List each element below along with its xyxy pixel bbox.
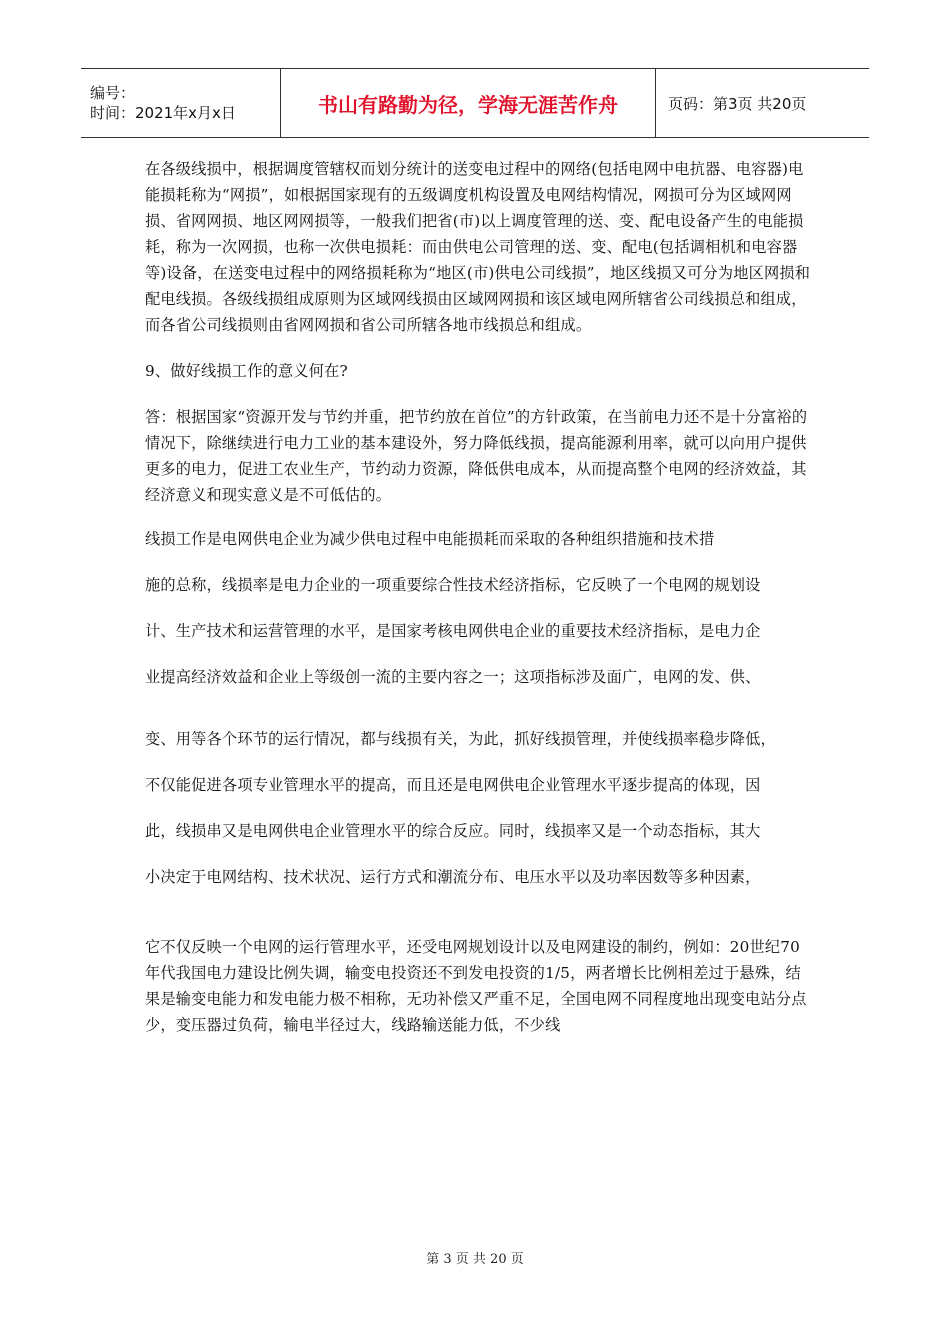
paragraph: 变、用等各个环节的运行情况，都与线损有关，为此，抓好线损管理，并使线损率稳步降低， xyxy=(145,730,776,748)
paragraph: 此，线损串又是电网供电企业管理水平的综合反应。同时，线损率又是一个动态指标，其大 xyxy=(145,822,761,840)
paragraph: 它不仅反映一个电网的运行管理水平，还受电网规划设计以及电网建设的制约，例如：20世纪70年代我国电力建设比例失调，输变电投资还不到发电投资的1/5，两者增长比例相差过于悬殊，结果是输变电能力和发电能力极不相称，无功补偿又严重不足，全国电网不同程度地出现变电站分点少，变压器过负荷，输电半径过大，线路输送能力低，不少线 xyxy=(145,938,807,1034)
paragraph: 计、生产技术和运营管理的水平，是国家考核电网供电企业的重要技术经济指标，是电力企 xyxy=(145,622,761,640)
header-meta xyxy=(81,69,281,137)
header-motto: 书山有路勤为径，学海无涯苦作舟 xyxy=(281,69,656,137)
document-body xyxy=(145,156,811,1038)
number-label: 编号： xyxy=(90,84,136,102)
paragraph: 线损工作是电网供电企业为减少供电过程中电能损耗而采取的各种组织措施和技术措 xyxy=(145,530,715,548)
header-page-info: 页码：第3页 共20页 xyxy=(668,94,807,113)
paragraph: 在各级线损中，根据调度管辖权而划分统计的送变电过程中的网络(包括电网中电抗器、电容器)电能损耗称为“网损”，如根据国家现有的五级调度机构设置及电网结构情况，网损可分为区域网网损、省网网损、地区网网损等，一般我们把省(市)以上调度管理的送、变、配电设备产生的电能损耗，称为一次网损，也称一次供电损耗：而由供电公司管理的送、变、配电(包括调相机和电容器等)设备，在送变电过程中的网络损耗称为“地区(市)供电公司线损”，地区线损又可分为地区网损和配电线损。各级线损组成原则为区域网线损由区域网网损和该区域电网所辖省公司线损总和组成，而各省公司线损则由省网网损和省公司所辖各地市线损总和组成。 xyxy=(145,160,811,334)
date-label: 时间：2021年x月x日 xyxy=(90,104,236,122)
question-heading: 9、做好线损工作的意义何在? xyxy=(145,362,348,380)
page-header xyxy=(81,68,869,138)
paragraph: 业提高经济效益和企业上等级创一流的主要内容之一；这项指标涉及面广，电网的发、供、 xyxy=(145,668,761,686)
paragraph: 小决定于电网结构、技术状况、运行方式和潮流分布、电压水平以及功率因数等多种因素， xyxy=(145,868,761,886)
page-footer: 第 3 页 共 20 页 xyxy=(426,1252,524,1267)
paragraph: 施的总称，线损率是电力企业的一项重要综合性技术经济指标，它反映了一个电网的规划设 xyxy=(145,576,761,594)
answer-paragraph: 答：根据国家“资源开发与节约并重，把节约放在首位”的方针政策，在当前电力还不是十分富裕的情况下，除继续进行电力工业的基本建设外，努力降低线损，提高能源利用率，就可以向用户提供更多的电力，促进工农业生产，节约动力资源，降低供电成本，从而提高整个电网的经济效益，其经济意义和现实意义是不可低估的。 xyxy=(145,408,808,504)
paragraph: 不仅能促进各项专业管理水平的提高，而且还是电网供电企业管理水平逐步提高的体现，因 xyxy=(145,776,761,794)
